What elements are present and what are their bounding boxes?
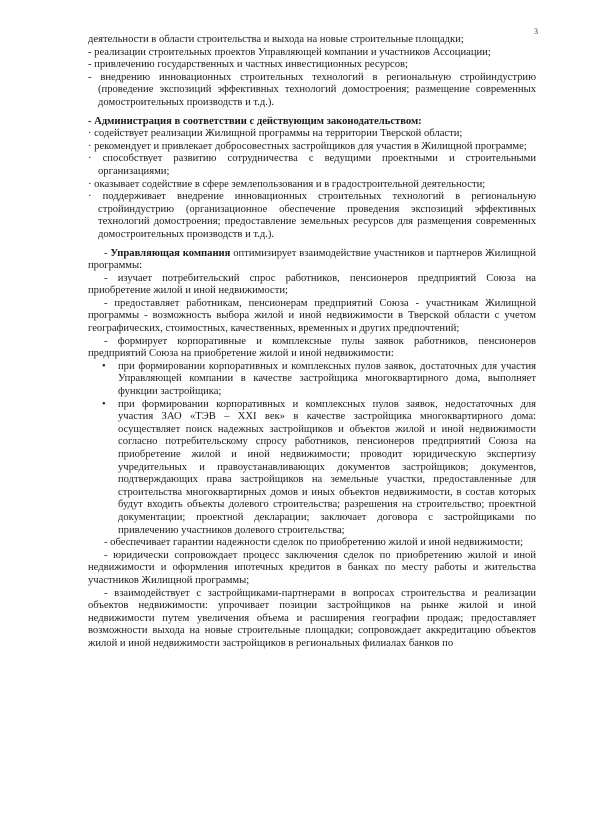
intro-continuation: деятельности в области строительства и выхода на новые строительные площадки;	[88, 34, 464, 45]
management-lead	[88, 248, 536, 273]
administration-heading: - Администрация в соответствии с действующим законодательством:	[88, 115, 422, 127]
document-body	[88, 34, 536, 651]
management-item: - юридически сопровождает процесс заключения сделок по приобретению жилой и иной недвижимости и оформления ипотечных кредитов в банках по месту работы и жительства участников Жилищной программы;	[88, 549, 536, 586]
administration-list	[88, 128, 536, 241]
management-item: - обеспечивает гарантии надежности сделок по приобретению жилой и иной недвижимости;	[104, 537, 524, 549]
management-lead-dash: -	[104, 247, 111, 259]
management-lead-bold: Управляющая компания	[110, 247, 231, 259]
management-section	[88, 248, 536, 651]
management-bullet-list	[88, 361, 536, 537]
management-item: - формирует корпоративные и комплексные пулы заявок работников, пенсионеров предприятий Союза на приобретение жилой и иной недвижимости:	[88, 335, 536, 360]
intro-item: - привлечению государственных и частных инвестиционных ресурсов;	[88, 59, 408, 71]
administration-item: · поддерживает внедрение инновационных строительных технологий в региональную стройиндустрию (организационное обеспечение проведения экспозиций эффективных технологий домостроения; предоставление земельных ресурсов для размещения современных домостроительных производств и т.д.).	[88, 191, 536, 240]
intro-item: - реализации строительных проектов Управляющей компании и участников Ассоциации;	[88, 46, 491, 58]
administration-item: · оказывает содействие в сфере землепользования и в градостроительной деятельности;	[88, 178, 486, 190]
administration-section	[88, 116, 536, 242]
management-item: - изучает потребительский спрос работников, пенсионеров предприятий Союза на приобретение жилой и иной недвижимости;	[88, 272, 536, 297]
management-bullet: • при формировании корпоративных и комплексных пулов заявок, недостаточных для участия ЗАО «ТЭВ – XXI век» в качестве застройщика многоквартирного дома: осуществляет поиск надежных застройщиков и объектов жилой и иной недвижимости согласно потребительскому спросу работников, пенсионеров предприятий Союза на приобретение жилой и иной недвижимости; проводит юридическую экспертизу учредительных и правоустанавливающих документов застройщиков; документов, подтверждающих права застройщиков на земельные участки, предоставленные для строительства многоквартирных домов и иных объектов недвижимости, в состав которых будут входить объекты долевого строительства; разрешения на строительство; проектной документации; проектной декларации; заключает договора с застройщиками по привлечению участников долевого строительства;	[88, 399, 536, 538]
management-bullet: • при формировании корпоративных и комплексных пулов заявок, достаточных для участия Управляющей компании в качестве застройщика многоквартирного дома, выполняет функции застройщика;	[88, 361, 536, 399]
management-item: - взаимодействует с застройщиками-партнерами в вопросах строительства и реализации объектов недвижимости: упрочивает позиции застройщиков на рынке жилой и иной недвижимости путем увеличения объема и расширения географии продаж; предоставляет возможности выхода на новые строительные площадки; сопровождает аккредитацию объектов жилой и иной недвижимости застройщиков в региональных филиалах банков по	[88, 587, 536, 649]
page-number: 3	[534, 27, 538, 36]
management-lead-rest: оптимизирует взаимодействие участников и партнеров Жилищной программы:	[88, 247, 536, 272]
management-item: - предоставляет работникам, пенсионерам предприятий Союза - участникам Жилищной программы - возможность выбора жилой и иной недвижимости в Тверской области с учетом географических, стоимостных, качественных, временных и других предпочтений;	[88, 297, 536, 335]
intro-section	[88, 34, 536, 110]
administration-item: · рекомендует и привлекает добросовестных застройщиков для участия в Жилищной программе;	[88, 140, 527, 152]
intro-item: - внедрению инновационных строительных технологий в региональную стройиндустрию (проведение экспозиций эффективных технологий домостроения; размещение современных домостроительных производств и т.д.).	[88, 71, 536, 108]
administration-item: · содействует реализации Жилищной программы на территории Тверской области;	[88, 128, 463, 140]
administration-item: · способствует развитию сотрудничества с ведущими проектными и строительными организациями;	[88, 153, 536, 177]
